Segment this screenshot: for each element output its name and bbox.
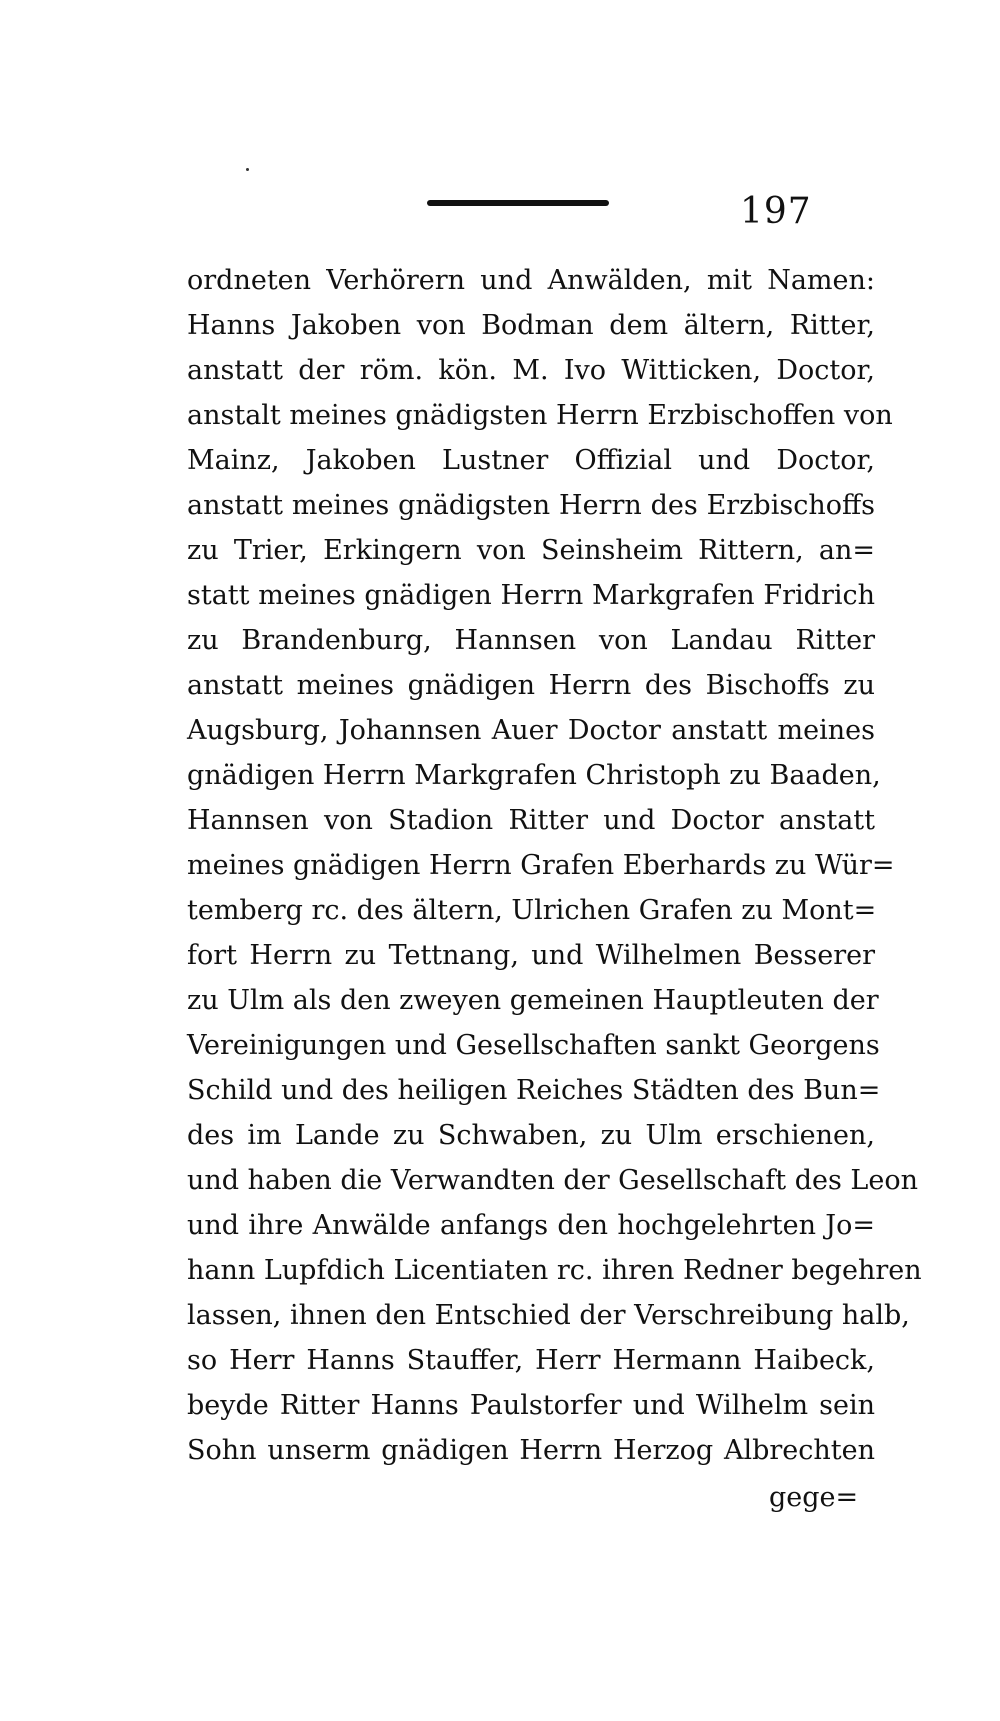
text-line: Hannsen von Stadion Ritter und Doctor anstatt [187,805,875,836]
text-line: temberg rc. des ältern, Ulrichen Grafen zu Mont= [187,895,877,926]
text-line: Vereinigungen und Gesellschaften sankt Georgens [187,1030,880,1061]
text-line: so Herr Hanns Stauffer, Herr Hermann Haibeck, [187,1345,875,1376]
text-line: meines gnädigen Herrn Grafen Eberhards zu Wür= [187,850,895,881]
text-line: Schild und des heiligen Reiches Städten des Bun= [187,1075,881,1106]
text-line: anstalt meines gnädigsten Herrn Erzbischoffen von [187,400,893,431]
text-line: zu Ulm als den zweyen gemeinen Hauptleuten der [187,985,879,1016]
text-line: anstatt der röm. kön. M. Ivo Witticken, Doctor, [187,355,875,386]
text-line: ordneten Verhörern und Anwälden, mit Namen: [187,265,875,296]
text-line: zu Trier, Erkingern von Seinsheim Rittern, an= [187,535,875,566]
catchword: gege= [769,1482,859,1513]
text-line: statt meines gnädigen Herrn Markgrafen Fridrich [187,580,875,611]
header-rule [427,200,609,206]
text-line: und ihre Anwälde anfangs den hochgelehrten Jo= [187,1210,875,1241]
text-line: hann Lupfdich Licentiaten rc. ihren Redner begehren [187,1255,922,1286]
text-line: Hanns Jakoben von Bodman dem ältern, Ritter, [187,310,875,341]
text-line: zu Brandenburg, Hannsen von Landau Ritter [187,625,875,656]
text-line: Mainz, Jakoben Lustner Offizial und Doctor, [187,445,875,476]
text-line: gnädigen Herrn Markgrafen Christoph zu Baaden, [187,760,881,791]
text-line: des im Lande zu Schwaben, zu Ulm erschienen, [187,1120,875,1151]
text-line: Augsburg, Johannsen Auer Doctor anstatt meines [187,715,875,746]
text-line: beyde Ritter Hanns Paulstorfer und Wilhelm sein [187,1390,875,1421]
text-line: fort Herrn zu Tettnang, und Wilhelmen Besserer [187,940,875,971]
text-line: und haben die Verwandten der Gesellschaft des Leon [187,1165,918,1196]
text-line: lassen, ihnen den Entschied der Verschreibung halb, [187,1300,910,1331]
stray-mark [246,168,249,171]
page-number: 197 [740,191,812,232]
body-text [187,258,922,1473]
text-line: Sohn unserm gnädigen Herrn Herzog Albrechten [187,1435,875,1466]
text-line: anstatt meines gnädigsten Herrn des Erzbischoffs [187,490,875,521]
text-line: anstatt meines gnädigen Herrn des Bischoffs zu [187,670,875,701]
